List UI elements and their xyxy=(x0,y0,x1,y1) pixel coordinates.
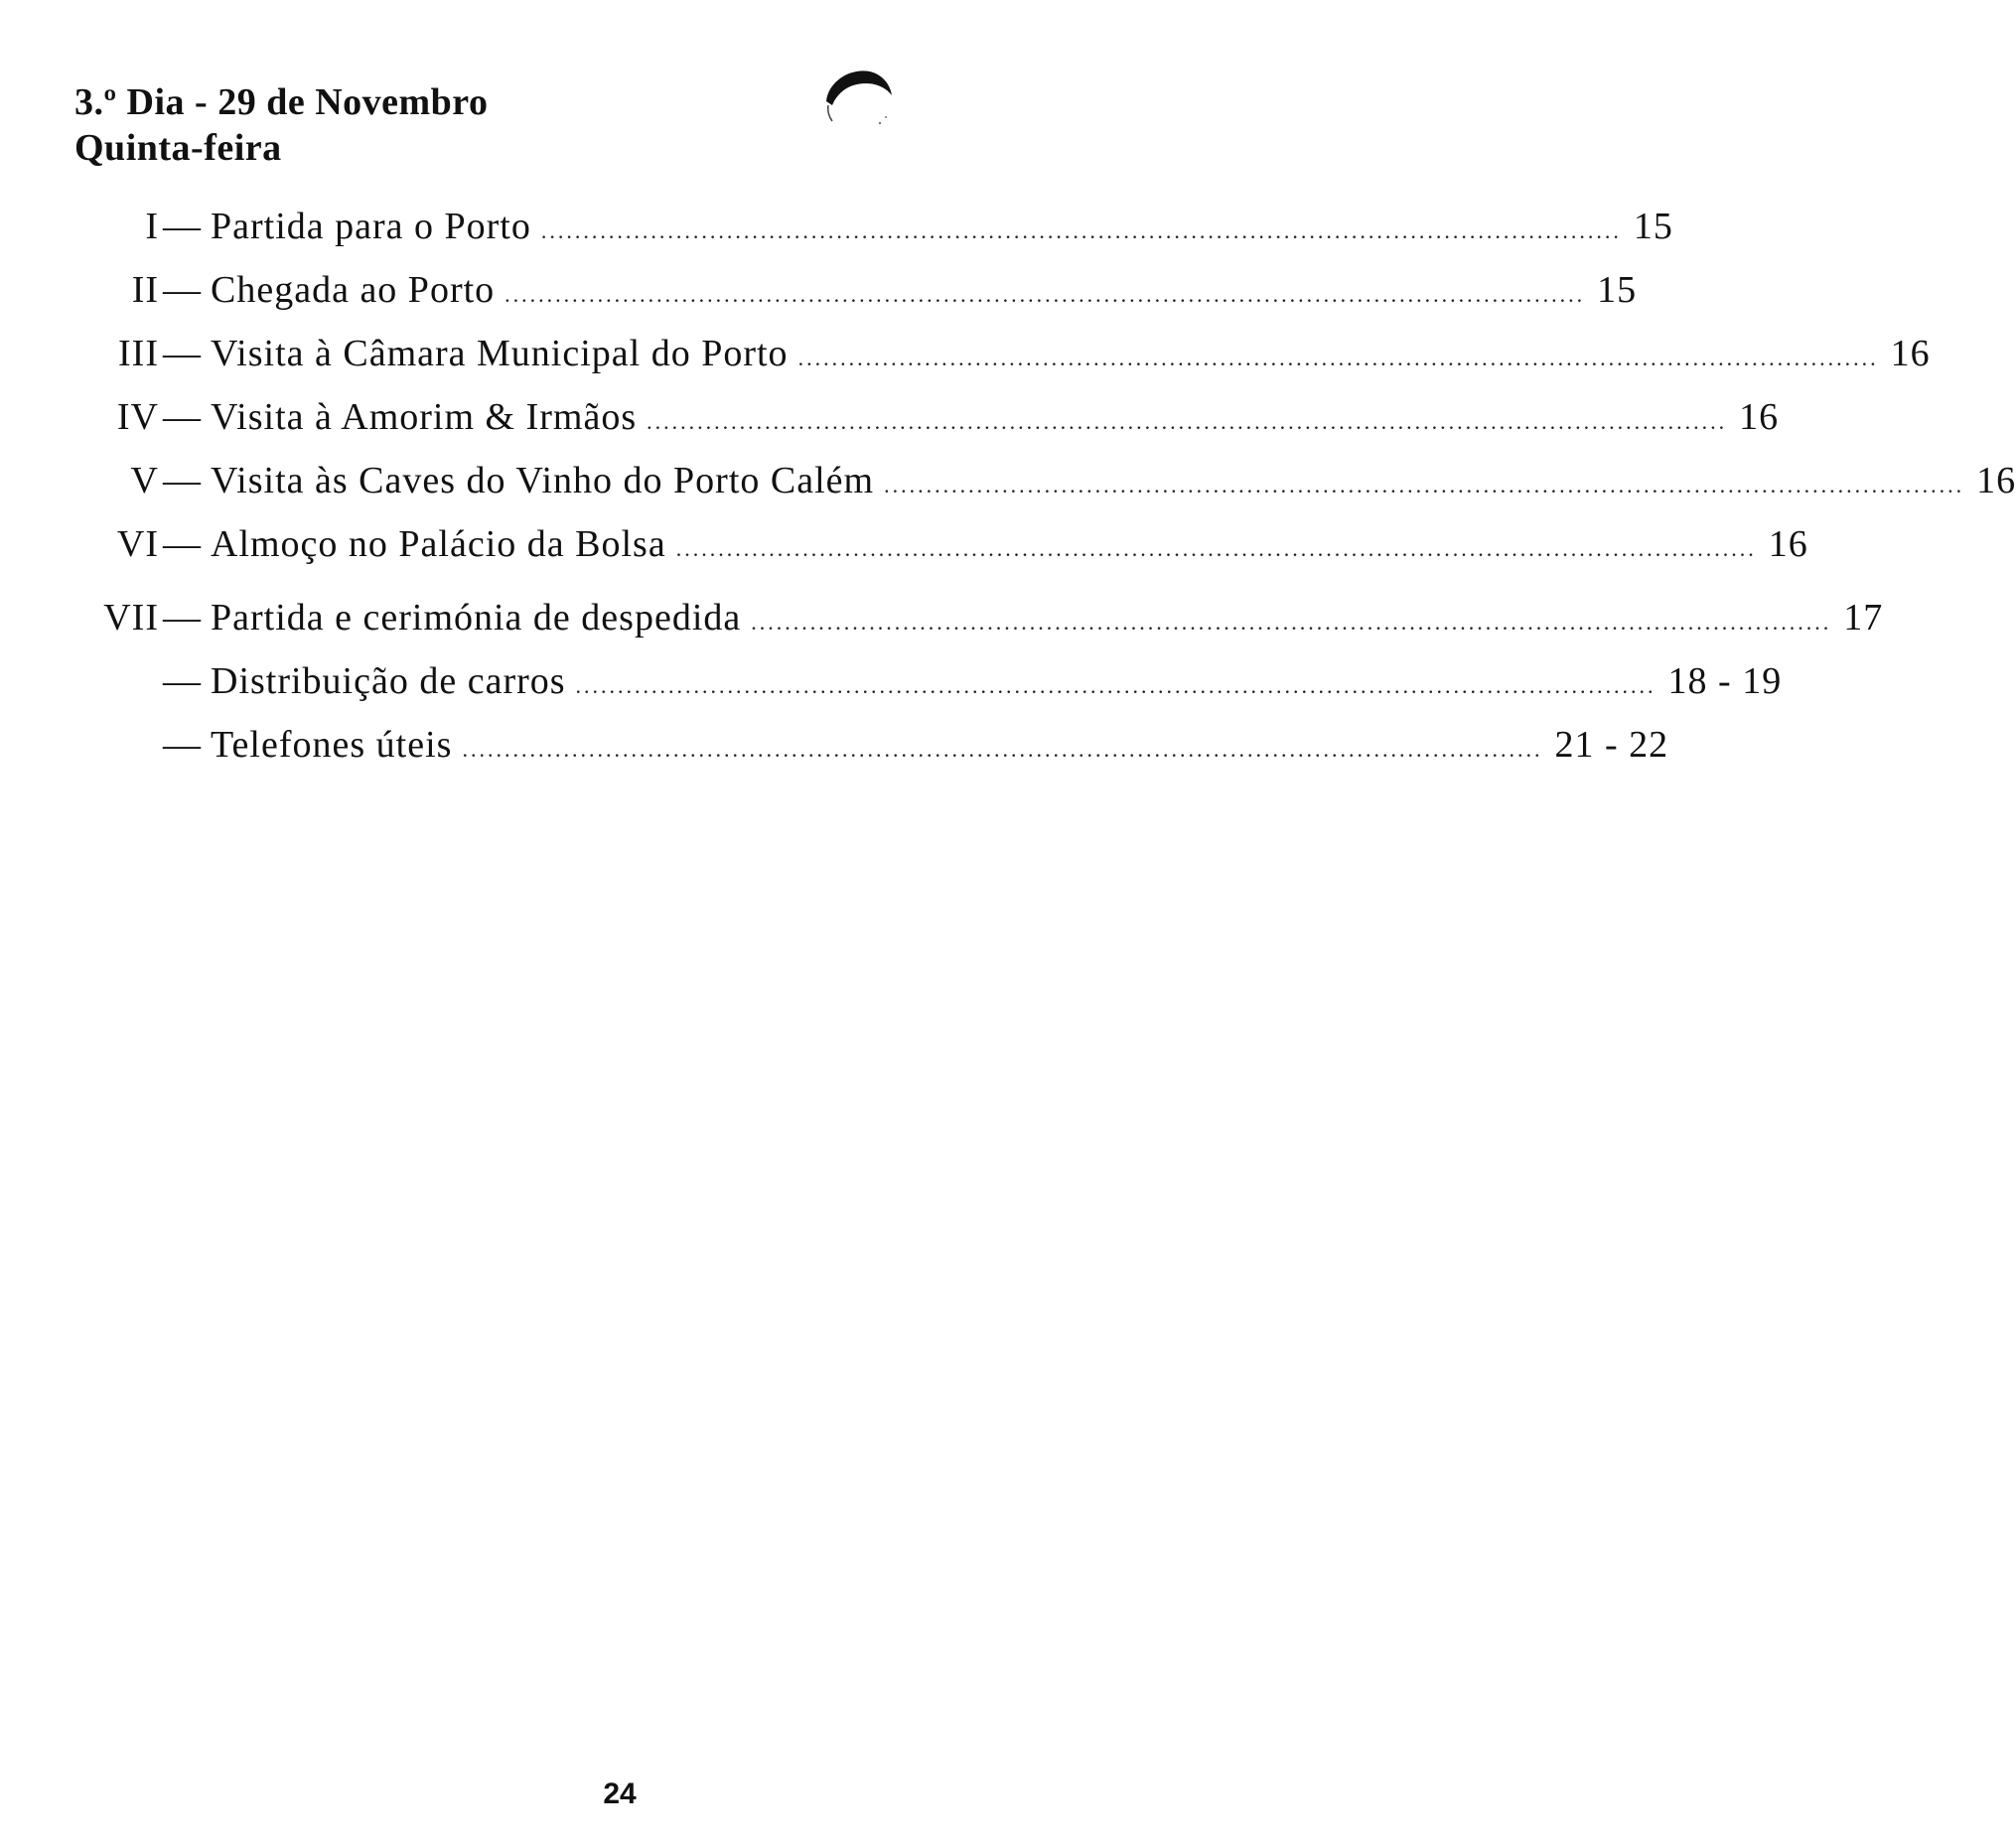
dot-leader: ................................................................................................................................ xyxy=(540,218,1622,243)
entry-numeral: II xyxy=(131,269,159,311)
toc-entry xyxy=(0,453,2016,508)
entry-page: 16 xyxy=(1890,333,1931,374)
entry-numeral: I xyxy=(145,206,159,247)
toc-entry xyxy=(0,590,1884,645)
entry-title: Partida e cerimónia de despedida xyxy=(211,597,742,639)
entry-title: Visita às Caves do Vinho do Porto Calém xyxy=(211,460,875,501)
entry-numeral: V xyxy=(130,460,159,501)
entry-title: Visita à Amorim & Irmãos xyxy=(211,396,638,438)
entry-numeral: IV xyxy=(116,396,159,438)
day-header xyxy=(74,79,770,171)
entry-page: 17 xyxy=(1843,597,1884,639)
toc-entry xyxy=(0,199,1673,254)
entry-dash: — xyxy=(163,206,202,247)
entry-title: Almoço no Palácio da Bolsa xyxy=(211,523,666,565)
dot-leader: ................................................................................................................................ xyxy=(751,610,1832,635)
entry-numeral: III xyxy=(118,333,159,374)
ink-blot-icon xyxy=(820,62,896,133)
entry-page: 16 xyxy=(1768,523,1808,565)
page-number: 24 xyxy=(603,1777,637,1810)
entry-page: 21 - 22 xyxy=(1554,724,1669,766)
entry-page: 15 xyxy=(1633,206,1673,247)
entry-title: Partida para o Porto xyxy=(211,206,531,247)
toc-entry xyxy=(0,516,1808,572)
entry-dash: — xyxy=(163,660,202,702)
entry-title: Telefones úteis xyxy=(211,724,453,766)
toc-entry xyxy=(0,262,1638,318)
entry-dash: — xyxy=(163,269,202,311)
entry-numeral: VII xyxy=(103,597,159,639)
entry-page: 16 xyxy=(1976,460,2016,501)
entry-dash: — xyxy=(163,597,202,639)
dot-leader: ................................................................................................................................ xyxy=(884,473,1965,497)
toc-entry xyxy=(0,389,1780,445)
entry-dash: — xyxy=(163,460,202,501)
dot-leader: ................................................................................................................................ xyxy=(797,346,1879,370)
dot-leader: ................................................................................................................................ xyxy=(647,409,1728,434)
entry-title: Visita à Câmara Municipal do Porto xyxy=(211,333,789,374)
entry-title: Chegada ao Porto xyxy=(211,269,496,311)
entry-title: Distribuição de carros xyxy=(211,660,566,702)
toc-entry xyxy=(0,326,1931,381)
entry-page: 15 xyxy=(1597,269,1638,311)
dot-leader: ................................................................................................................................ xyxy=(575,673,1656,698)
dot-leader: ................................................................................................................................ xyxy=(675,536,1757,561)
entry-page: 16 xyxy=(1739,396,1780,438)
entry-dash: — xyxy=(163,333,202,374)
day-title: 3.º Dia - 29 de Novembro xyxy=(74,81,489,123)
weekday-title: Quinta-feira xyxy=(74,127,282,169)
toc-entry xyxy=(0,717,1669,773)
entry-dash: — xyxy=(163,724,202,766)
entry-numeral: VI xyxy=(116,523,159,565)
entry-dash: — xyxy=(163,396,202,438)
entry-page: 18 - 19 xyxy=(1667,660,1783,702)
dot-leader: ................................................................................................................................ xyxy=(504,282,1586,307)
entry-dash: — xyxy=(163,523,202,565)
toc-entry xyxy=(0,653,1783,709)
dot-leader: ................................................................................................................................ xyxy=(462,737,1543,762)
